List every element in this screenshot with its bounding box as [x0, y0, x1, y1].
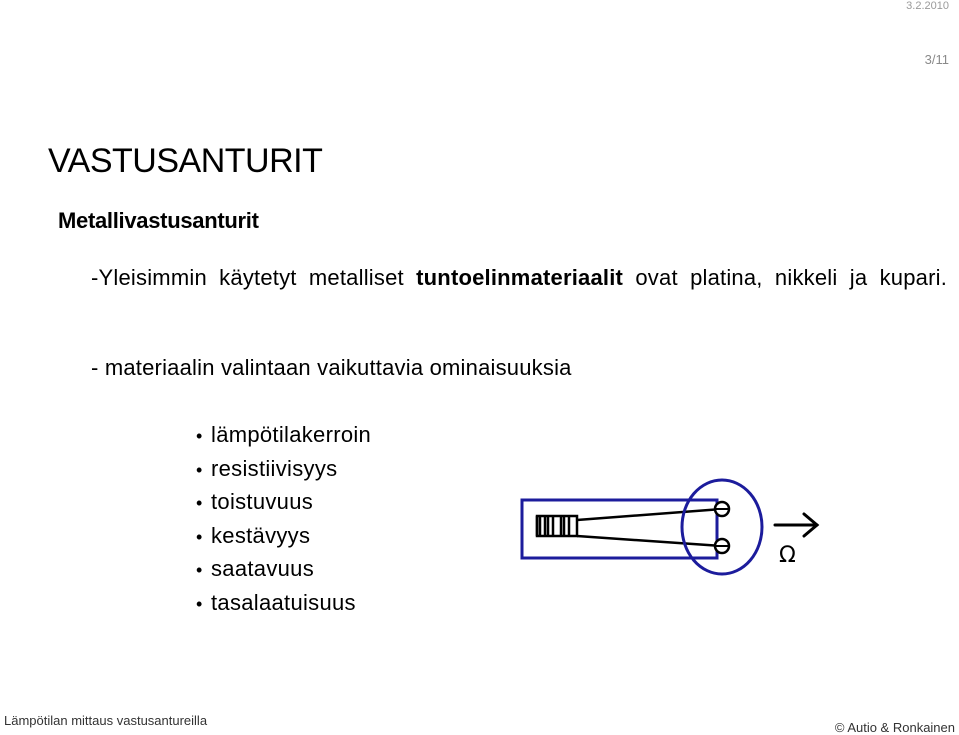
wire-top [577, 509, 722, 520]
ohm-icon: Ω [779, 543, 796, 568]
resistor-coil-icon [537, 516, 577, 536]
list-item: • kestävyys [196, 520, 371, 554]
intro-text-2: ovat platina, nikkeli ja kupari. [623, 265, 948, 290]
property-list [196, 419, 371, 620]
footer-copyright: © Autio & Ronkainen [834, 720, 955, 735]
page-title: VASTUSANTURIT [48, 142, 323, 180]
intro-bold-term: tuntoelinmateriaalit [416, 265, 624, 290]
intro-text-1: -Yleisimmin käytetyt metalliset [91, 265, 417, 290]
selection-heading: - materiaalin valintaan vaikuttavia ominaisuuksia [91, 355, 572, 380]
list-item: • toistuvuus [196, 486, 371, 520]
sensor-diagram [519, 478, 839, 588]
intro-paragraph [91, 263, 951, 292]
list-item: • saatavuus [196, 553, 371, 587]
list-item: • resistiivisyys [196, 453, 371, 487]
footer-title: Lämpötilan mittaus vastusantureilla [4, 713, 208, 728]
connector-head [682, 480, 762, 574]
wire-bottom [577, 536, 722, 546]
arrow-right-icon [775, 514, 817, 536]
list-item: • lämpötilakerroin [196, 419, 371, 453]
section-subtitle: Metallivastusanturit [58, 208, 259, 233]
list-item: • tasalaatuisuus [196, 587, 371, 621]
date-label: 3.2.2010 [906, 0, 949, 12]
page-number: 3/11 [924, 52, 949, 67]
